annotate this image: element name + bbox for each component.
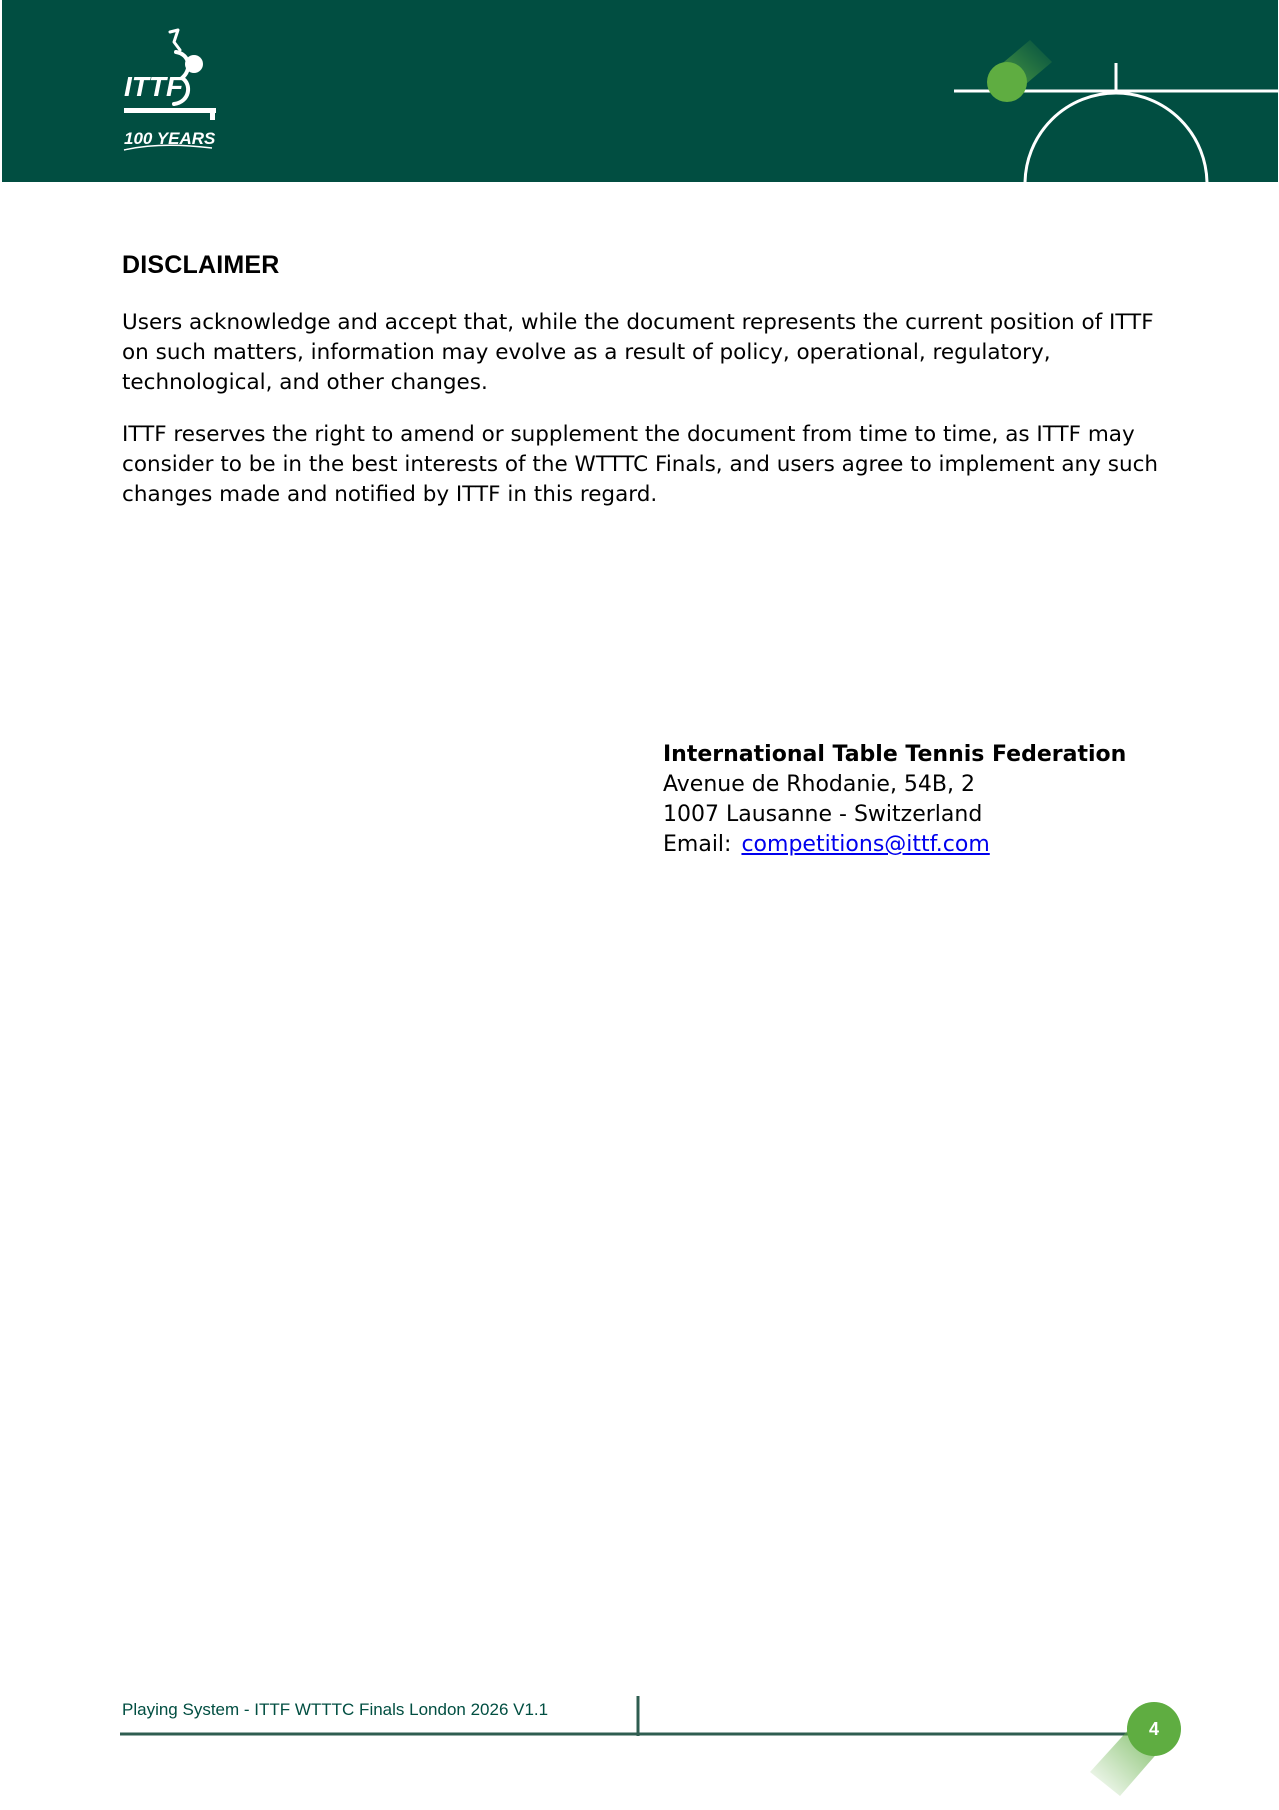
street-address: Avenue de Rhodanie, 54B, 2 xyxy=(663,772,976,797)
email-link[interactable]: competitions@ittf.com xyxy=(741,832,990,857)
header-banner xyxy=(2,0,1278,182)
footer-line-decoration xyxy=(0,1680,1279,1810)
footer-document-title: Playing System - ITTF WTTTC Finals London 2026 V1.1 xyxy=(122,1700,549,1719)
disclaimer-paragraph-2: ITTF reserves the right to amend or supplement the document from time to time, as ITTF may consider to be in the best interests of the WTTTC Finals, and users agree to implement any such changes made and notified by ITTF in this regard. xyxy=(122,422,1159,507)
disclaimer-heading: DISCLAIMER xyxy=(122,251,280,279)
city-country: 1007 Lausanne - Switzerland xyxy=(663,802,983,827)
email-line xyxy=(663,830,1126,860)
contact-block xyxy=(663,740,1126,860)
logo-tagline: 100 YEARS xyxy=(124,129,216,148)
disclaimer-paragraph-1: Users acknowledge and accept that, while the document represents the current position of ITTF on such matters, information may evolve as a result of policy, operational, regulatory, technological, and other changes. xyxy=(122,310,1154,395)
organization-name: International Table Tennis Federation xyxy=(663,742,1127,767)
ball-icon xyxy=(987,62,1027,102)
logo-text: ITTF xyxy=(124,71,184,102)
table-line-decoration xyxy=(2,0,1278,182)
page-number-badge: 4 xyxy=(1127,1702,1181,1756)
email-label: Email: xyxy=(663,832,732,857)
